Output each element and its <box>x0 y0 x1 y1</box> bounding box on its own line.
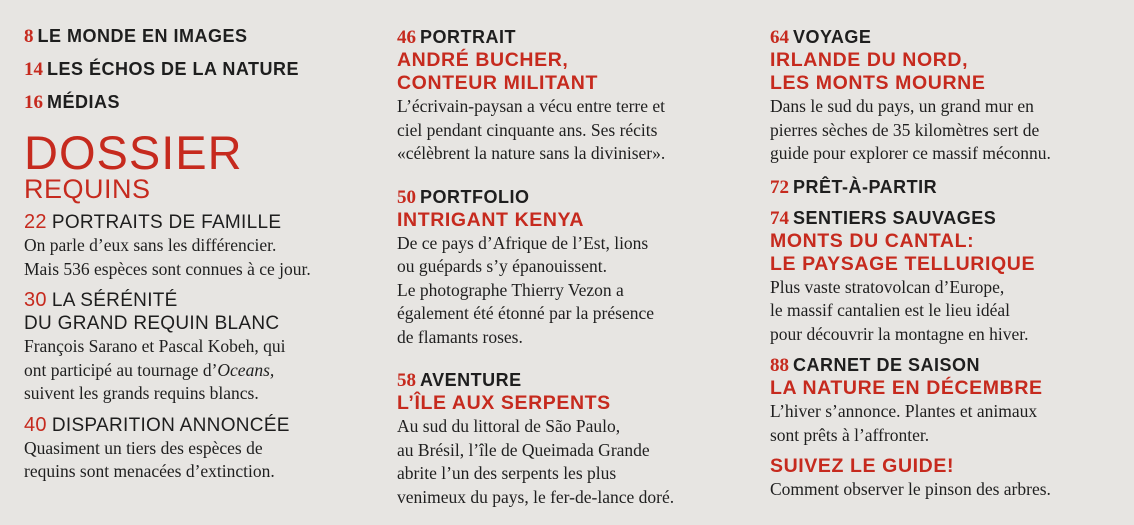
article-kicker <box>770 176 1115 199</box>
toc-column-3 <box>770 26 1115 516</box>
toc-entry-portraits-famille[interactable] <box>24 211 359 281</box>
article-title: L’ÎLE AUX SERPENTS <box>397 392 611 414</box>
article-body-line: Quasiment un tiers des espèces de <box>24 437 263 458</box>
article-body-line: le massif cantalien est le lieu idéal <box>770 300 1011 320</box>
article-kicker <box>770 354 1115 377</box>
rubric-label: PRÊT-À-PARTIR <box>793 176 938 197</box>
article-heading <box>24 414 359 437</box>
article-title: DISPARITION ANNONCÉE <box>51 414 290 436</box>
article-body-line: On parle d’eux sans les différencier. <box>24 235 277 255</box>
rubric-label: PORTFOLIO <box>420 186 530 207</box>
toc-entry-portrait[interactable] <box>397 26 742 166</box>
article-body-line: ou guépards s’y épanouissent. <box>397 256 607 276</box>
article-body-line: Comment observer le pinson des arbres. <box>770 479 1051 499</box>
article-body-line: pour découvrir la montagne en hiver. <box>770 323 1029 344</box>
article-body-line: au Brésil, l’île de Queimada Grande <box>397 439 650 460</box>
rubric-label: CARNET DE SAISON <box>793 355 981 375</box>
article-title: IRLANDE DU NORD, <box>770 49 969 71</box>
page-number: 16 <box>24 92 43 113</box>
dossier-subtitle: REQUINS <box>24 174 151 204</box>
article-title: SUIVEZ LE GUIDE! <box>770 455 955 477</box>
toc-entry-serenite-requin-blanc[interactable] <box>24 289 359 406</box>
article-body-line: guide pour explorer ce massif méconnu. <box>770 143 1051 163</box>
toc-entry-portfolio[interactable] <box>397 186 742 350</box>
toc-entry-pret-a-partir[interactable] <box>770 176 1115 199</box>
page-number: 30 <box>24 289 47 311</box>
article-title: LE PAYSAGE TELLURIQUE <box>770 252 1036 275</box>
article-heading <box>24 211 359 234</box>
toc-entry-aventure[interactable] <box>397 369 742 509</box>
page-number: 72 <box>770 176 789 198</box>
article-title: LA NATURE EN DÉCEMBRE <box>770 377 1043 399</box>
article-body-line: de flamants roses. <box>397 326 523 347</box>
page-number: 8 <box>24 26 34 47</box>
article-title: PORTRAITS DE FAMILLE <box>51 212 282 233</box>
rubric-label: LES ÉCHOS DE LA NATURE <box>47 59 300 79</box>
toc-entry-monde-en-images[interactable] <box>24 26 359 59</box>
toc-entry-disparition[interactable] <box>24 414 359 484</box>
article-body-line: suivent les grands requins blancs. <box>24 383 259 403</box>
article-body-line: «célèbrent la nature sans la diviniser». <box>397 143 666 163</box>
page-number: 64 <box>770 27 789 48</box>
article-title: CONTEUR MILITANT <box>397 72 598 94</box>
page-number: 22 <box>24 211 47 233</box>
article-body-line: De ce pays d’Afrique de l’Est, lions <box>397 232 649 253</box>
article-body-text: ont participé au tournage d’ <box>24 359 218 380</box>
page-number: 74 <box>770 207 789 229</box>
article-kicker <box>397 369 742 392</box>
dossier-title: DOSSIER <box>24 126 243 179</box>
article-body-line: requins sont menacées d’extinction. <box>24 461 275 481</box>
rubric-label: LE MONDE EN IMAGES <box>37 26 248 46</box>
article-body-line: Dans le sud du pays, un grand mur en <box>770 96 1034 116</box>
toc-column-2 <box>397 26 742 523</box>
article-title: LA SÉRÉNITÉ <box>51 290 178 311</box>
toc-entry-echos-nature[interactable] <box>24 59 359 92</box>
article-title: INTRIGANT KENYA <box>397 208 585 231</box>
toc-entry-voyage[interactable] <box>770 26 1115 166</box>
article-body-line: François Sarano et Pascal Kobeh, qui <box>24 336 286 356</box>
article-body-line: Plus vaste stratovolcan d’Europe, <box>770 276 1005 297</box>
rubric-label: SENTIERS SAUVAGES <box>793 207 997 228</box>
article-body-line: également été étonné par la présence <box>397 303 655 323</box>
article-kicker <box>397 186 742 209</box>
page-number: 46 <box>397 27 416 48</box>
article-kicker <box>770 26 1115 49</box>
toc-entry-suivez-le-guide[interactable] <box>770 455 1115 502</box>
film-title: Oceans, <box>217 359 275 380</box>
page-number: 50 <box>397 186 416 208</box>
article-kicker <box>397 26 742 49</box>
article-body-line: venimeux du pays, le fer-de-lance doré. <box>397 486 675 507</box>
article-body-line: abrite l’un des serpents les plus <box>397 463 617 483</box>
rubric-label: AVENTURE <box>420 370 522 390</box>
page-number: 14 <box>24 59 43 80</box>
article-title: MONTS DU CANTAL: <box>770 229 975 252</box>
toc-entry-sentiers-sauvages[interactable] <box>770 207 1115 347</box>
article-title: ANDRÉ BUCHER, <box>397 49 569 71</box>
article-body-line: sont prêts à l’affronter. <box>770 424 930 445</box>
rubric-label: MÉDIAS <box>47 92 121 112</box>
rubric-label: VOYAGE <box>793 27 872 47</box>
article-title: LES MONTS MOURNE <box>770 72 986 94</box>
toc-entry-carnet-de-saison[interactable] <box>770 354 1115 447</box>
rubric-label: PORTRAIT <box>420 27 516 47</box>
article-title-line-2: DU GRAND REQUIN BLANC <box>24 313 280 334</box>
toc-column-1 <box>24 26 359 498</box>
article-body-line: L’écrivain-paysan a vécu entre terre et <box>397 96 666 116</box>
toc-entry-medias[interactable] <box>24 92 359 125</box>
article-body-line: Mais 536 espèces sont connues à ce jour. <box>24 258 311 279</box>
article-body-line: Le photographe Thierry Vezon a <box>397 279 624 300</box>
article-body-line: L’hiver s’annonce. Plantes et animaux <box>770 401 1038 421</box>
page-number: 88 <box>770 355 789 376</box>
article-body-line: pierres sèches de 35 kilomètres sert de <box>770 119 1040 140</box>
article-body-line: ciel pendant cinquante ans. Ses récits <box>397 119 658 140</box>
article-body-line: Au sud du littoral de São Paulo, <box>397 416 621 436</box>
article-heading <box>24 289 359 312</box>
page-number: 58 <box>397 370 416 391</box>
article-body-line <box>24 359 359 383</box>
page-number: 40 <box>24 413 47 436</box>
article-kicker <box>770 207 1115 230</box>
